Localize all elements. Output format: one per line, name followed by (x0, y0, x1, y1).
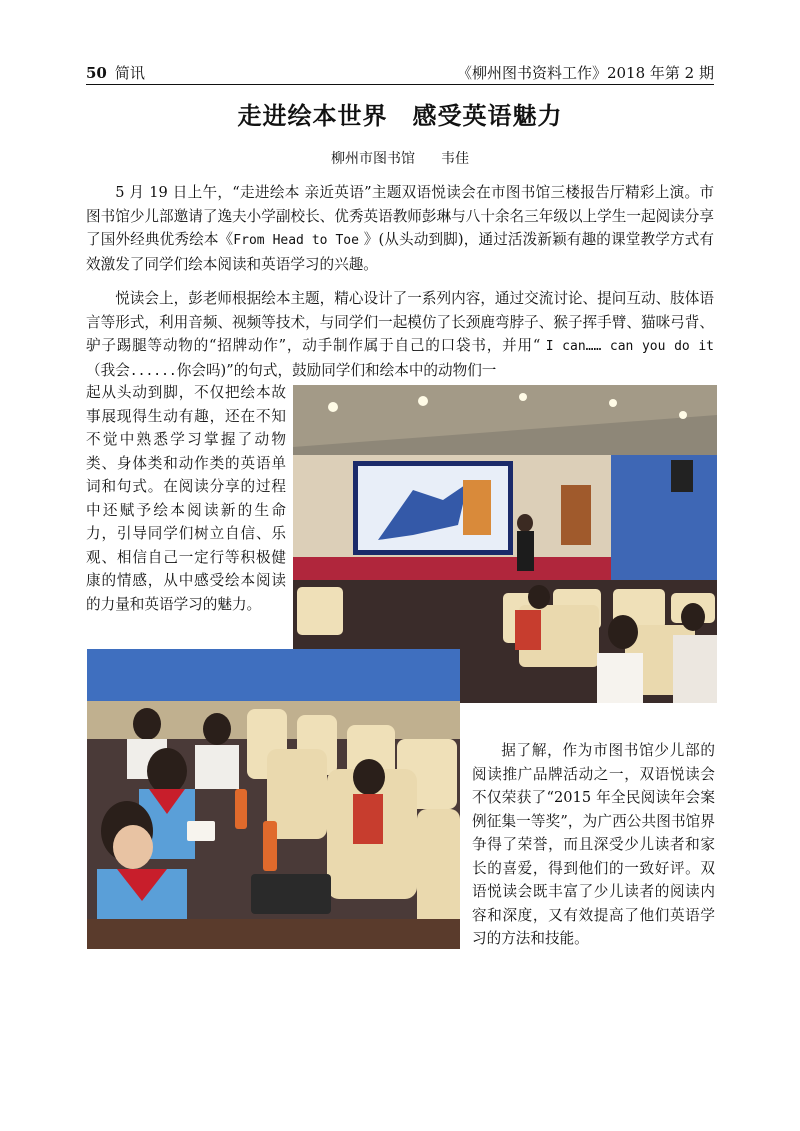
sentence-ellipsis: ...... (129, 363, 177, 379)
students-reading-photo (87, 649, 460, 949)
header-left (86, 62, 145, 83)
paragraph-1-text-b: 》(从头动到脚)，通过活泼新颖有趣的课堂教学方式有效激发了同学们绘本阅读和英语学习的兴趣。 (86, 231, 714, 273)
paragraph-2-text-a: 悦读会上，彭老师根据绘本主题，精心设计了一系列内容，通过交流讨论、提问互动、肢体语言等形式，利用音频、视频等技术，与同学们一起模仿了长颈鹿弯脖子、猴子挥手臂、猫咪弓背、驴子踢腿等动物的“招牌动作”，动手制作属于自己的口袋书，并用“ (86, 290, 714, 354)
paragraph-2 (86, 287, 714, 383)
students-illustration (87, 649, 460, 949)
paragraph-2-continued: 起从头动到脚，不仅把绘本故事展现得生动有趣，还在不知不觉中熟悉学习掌握了动物类、身体类和动作类的英语单词和句式。在阅读分享的过程中还赋予绘本阅读新的生命力，引导同学们树立自信、乐观、相信自己一定行等积极健康的情感，从中感受绘本阅读的力量和英语学习的魅力。 (86, 384, 286, 613)
paragraph-3: 据了解，作为市图书馆少儿部的阅读推广品牌活动之一，双语悦读会不仅荣获了“2015 年全民阅读年会案例征集一等奖”，为广西公共图书馆界争得了荣誉，而且深受少儿读者和家长的喜爱，得到他们的一致好评。双语悦读会既丰富了少儿读者的阅读内容和深度，又有效提高了他们英语学习的方法和技能。 (472, 742, 715, 947)
running-header (86, 60, 714, 85)
paragraph-1-text-a: 5 月 19 日上午，“走进绘本 亲近英语”主题双语悦读会在市图书馆三楼报告厅精彩上演。市图书馆少儿部邀请了逸夫小学副校长、优秀英语教师彭琳与八十余名三年级以上学生一起阅读分享了国外经典优秀绘本《 (86, 184, 714, 248)
journal-name: 《柳州图书资料工作》2018 年第 2 期 (456, 64, 714, 82)
paragraph-1 (86, 181, 714, 276)
section-name: 简讯 (114, 64, 145, 82)
article-title: 走进绘本世界 感受英语魅力 (237, 102, 563, 130)
book-title: From Head to Toe (233, 233, 359, 248)
page-number: 50 (86, 64, 107, 82)
paragraph-2-text-c: 你会吗)”的句式，鼓励同学们和绘本中的动物们一 (176, 361, 497, 379)
paragraph-2-text-b: （我会 (86, 361, 130, 379)
author-line (0, 148, 800, 168)
author-organization: 柳州市图书馆 (331, 151, 415, 167)
author-name: 韦佳 (441, 151, 469, 167)
sentence-pattern: I can…… can you do it (545, 339, 714, 354)
